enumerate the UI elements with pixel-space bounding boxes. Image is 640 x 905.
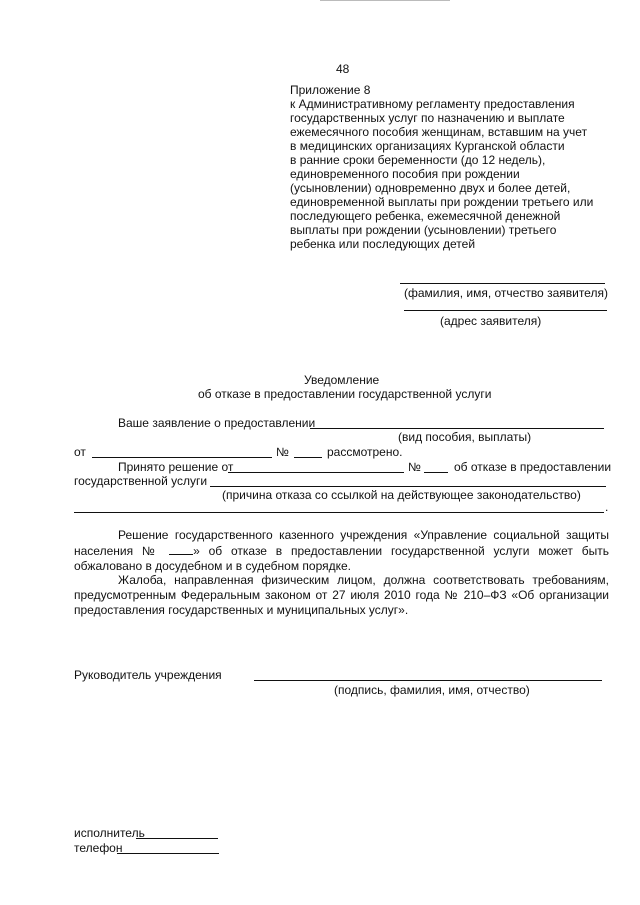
- page-number: 48: [336, 62, 350, 76]
- top-edge-line: [320, 0, 450, 1]
- refusal-reason-continuation-field[interactable]: [74, 512, 604, 513]
- number-sign: №: [276, 445, 289, 459]
- appendix-block: [290, 83, 610, 251]
- decision-number-field[interactable]: [424, 472, 448, 473]
- notice-subheading: об отказе в предоставлении государственной услуги: [198, 387, 492, 401]
- signature-field[interactable]: [254, 680, 602, 681]
- head-label: Руководитель учреждения: [74, 668, 222, 682]
- application-label: Ваше заявление о предоставлении: [118, 416, 316, 430]
- refusal-reason-field[interactable]: [210, 486, 606, 487]
- appendix-line: государственных услуг по назначению и выплате: [290, 111, 565, 125]
- appendix-line: (усыновлении) одновременно двух и более детей,: [290, 181, 571, 195]
- appendix-line: выплаты при рождении (усыновлении) третьего: [290, 223, 557, 237]
- decision-number-sign: №: [408, 460, 421, 474]
- application-date-field[interactable]: [92, 457, 272, 458]
- phone-label: телефон: [74, 841, 123, 855]
- signature-caption: (подпись, фамилия, имя, отчество): [334, 683, 530, 697]
- phone-field[interactable]: [117, 853, 219, 854]
- decision-label: Принято решение от: [118, 460, 234, 474]
- appendix-line: ежемесячного пособия женщинам, вставшим на учет: [290, 125, 588, 139]
- appendix-line: единовременного пособия при рождении: [290, 167, 520, 181]
- decision-date-field[interactable]: [228, 472, 404, 473]
- applicant-name-field[interactable]: [400, 283, 605, 284]
- complaint-text: Жалоба, направленная физическим лицом, должна соответствовать требованиям, предусмотренным Федеральным законом от 27 июля 2010 года № 210–ФЗ «Об организации предоставления государственных и муниципальных услуг».: [74, 573, 609, 617]
- benefit-type-caption: (вид пособия, выплаты): [398, 430, 532, 444]
- applicant-name-caption: (фамилия, имя, отчество заявителя): [404, 286, 608, 300]
- service-label: государственной услуги: [74, 474, 208, 488]
- benefit-type-field[interactable]: [310, 428, 604, 429]
- appeal-paragraph: [74, 528, 609, 574]
- department-number-field[interactable]: [169, 543, 193, 555]
- from-label: от: [74, 445, 86, 459]
- appendix-line: в медицинских организациях Курганской области: [290, 139, 565, 153]
- executor-field[interactable]: [136, 838, 218, 839]
- notice-heading: Уведомление: [304, 373, 380, 387]
- appendix-line: к Административному регламенту предоставления: [290, 97, 575, 111]
- applicant-address-field[interactable]: [404, 310, 607, 311]
- appendix-line: в ранние сроки беременности (до 12 недель),: [290, 153, 546, 167]
- refusal-label: об отказе в предоставлении: [454, 460, 612, 474]
- line-end-dot: .: [605, 500, 609, 514]
- appendix-line: единовременной выплаты при рождении третьего или: [290, 195, 594, 209]
- appeal-text-part1: Решение государственного казенного учреждения «Управление социальной защиты населения №: [74, 528, 609, 558]
- complaint-paragraph: [74, 573, 609, 618]
- appendix-line: последующего ребенка, ежемесячной денежной: [290, 209, 561, 223]
- appendix-line: ребенка или последующих детей: [290, 237, 476, 251]
- appeal-text-part2: » об отказе в предоставлении государственной услуги может быть обжаловано в досудебном и в судебном порядке.: [74, 544, 609, 573]
- appendix-title: Приложение 8: [290, 83, 371, 97]
- executor-label: исполнитель: [74, 826, 145, 840]
- application-number-field[interactable]: [294, 457, 322, 458]
- applicant-address-caption: (адрес заявителя): [440, 314, 542, 328]
- reviewed-label: рассмотрено.: [327, 445, 403, 459]
- refusal-reason-caption: (причина отказа со ссылкой на действующее законодательство): [222, 488, 581, 502]
